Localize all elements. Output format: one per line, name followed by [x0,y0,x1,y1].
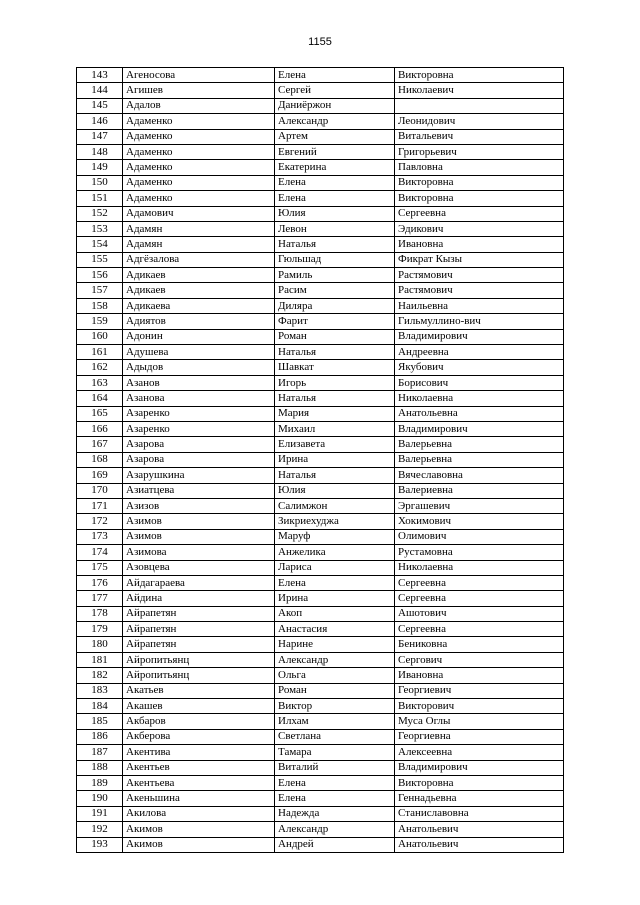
first-name-cell: Роман [275,329,395,344]
table-row [77,745,564,760]
surname-cell: Азарова [123,452,275,467]
surname-cell: Адушева [123,345,275,360]
page-number: 1155 [308,36,332,48]
row-number-cell: 150 [77,175,123,190]
first-name-cell: Мария [275,406,395,421]
table-row [77,144,564,159]
row-number-cell: 152 [77,206,123,221]
surname-cell: Айропитьянц [123,652,275,667]
table-row [77,252,564,267]
patronymic-cell: Андреевна [395,345,564,360]
surname-cell: Азарова [123,437,275,452]
patronymic-cell: Валерьевна [395,452,564,467]
row-number-cell: 162 [77,360,123,375]
surname-cell: Айрапетян [123,606,275,621]
surname-cell: Адикаева [123,298,275,313]
patronymic-cell: Анатольевич [395,822,564,837]
names-table [76,67,564,853]
patronymic-cell: Эдикович [395,221,564,236]
first-name-cell: Евгений [275,144,395,159]
table-row [77,837,564,852]
surname-cell: Адаменко [123,191,275,206]
first-name-cell: Фарит [275,314,395,329]
surname-cell: Акентьев [123,760,275,775]
patronymic-cell: Валерьевна [395,437,564,452]
table-row [77,98,564,113]
row-number-cell: 148 [77,144,123,159]
patronymic-cell: Растямович [395,268,564,283]
patronymic-cell [395,98,564,113]
patronymic-cell: Гильмуллино-вич [395,314,564,329]
names-table-body [77,68,564,853]
surname-cell: Адиятов [123,314,275,329]
patronymic-cell: Сергеевна [395,622,564,637]
first-name-cell: Елена [275,68,395,83]
row-number-cell: 155 [77,252,123,267]
patronymic-cell: Муса Оглы [395,714,564,729]
surname-cell: Айрапетян [123,637,275,652]
table-row [77,683,564,698]
surname-cell: Акимов [123,822,275,837]
table-row [77,775,564,790]
first-name-cell: Ирина [275,591,395,606]
table-row [77,560,564,575]
first-name-cell: Зикриехуджа [275,514,395,529]
first-name-cell: Наталья [275,237,395,252]
surname-cell: Адамович [123,206,275,221]
first-name-cell: Светлана [275,729,395,744]
first-name-cell: Салимжон [275,498,395,513]
row-number-cell: 168 [77,452,123,467]
table-row [77,637,564,652]
table-row [77,160,564,175]
surname-cell: Акилова [123,806,275,821]
row-number-cell: 184 [77,699,123,714]
first-name-cell: Юлия [275,483,395,498]
surname-cell: Акимов [123,837,275,852]
row-number-cell: 189 [77,775,123,790]
patronymic-cell: Фикрат Кызы [395,252,564,267]
surname-cell: Адикаев [123,283,275,298]
first-name-cell: Елена [275,191,395,206]
table-row [77,529,564,544]
table-row [77,652,564,667]
table-row [77,375,564,390]
surname-cell: Агеносова [123,68,275,83]
row-number-cell: 163 [77,375,123,390]
first-name-cell: Артем [275,129,395,144]
row-number-cell: 172 [77,514,123,529]
row-number-cell: 144 [77,83,123,98]
table-row [77,806,564,821]
surname-cell: Акашев [123,699,275,714]
patronymic-cell: Леонидович [395,114,564,129]
row-number-cell: 180 [77,637,123,652]
row-number-cell: 165 [77,406,123,421]
row-number-cell: 177 [77,591,123,606]
surname-cell: Азанова [123,391,275,406]
patronymic-cell: Растямович [395,283,564,298]
surname-cell: Акатьев [123,683,275,698]
table-row [77,791,564,806]
table-row [77,206,564,221]
row-number-cell: 161 [77,345,123,360]
surname-cell: Айропитьянц [123,668,275,683]
table-row [77,191,564,206]
first-name-cell: Акоп [275,606,395,621]
table-row [77,360,564,375]
row-number-cell: 149 [77,160,123,175]
row-number-cell: 158 [77,298,123,313]
patronymic-cell: Сергеевна [395,206,564,221]
row-number-cell: 191 [77,806,123,821]
first-name-cell: Шавкат [275,360,395,375]
table-row [77,83,564,98]
table-row [77,760,564,775]
first-name-cell: Надежда [275,806,395,821]
surname-cell: Азаренко [123,406,275,421]
row-number-cell: 173 [77,529,123,544]
first-name-cell: Виталий [275,760,395,775]
row-number-cell: 143 [77,68,123,83]
patronymic-cell: Валериевна [395,483,564,498]
row-number-cell: 166 [77,421,123,436]
row-number-cell: 171 [77,498,123,513]
row-number-cell: 169 [77,468,123,483]
surname-cell: Азимова [123,545,275,560]
table-row [77,668,564,683]
surname-cell: Айдагараева [123,575,275,590]
first-name-cell: Лариса [275,560,395,575]
patronymic-cell: Бениковна [395,637,564,652]
table-row [77,114,564,129]
patronymic-cell: Павловна [395,160,564,175]
patronymic-cell: Олимович [395,529,564,544]
patronymic-cell: Наильевна [395,298,564,313]
surname-cell: Адонин [123,329,275,344]
surname-cell: Айдина [123,591,275,606]
first-name-cell: Наталья [275,468,395,483]
row-number-cell: 170 [77,483,123,498]
surname-cell: Агишев [123,83,275,98]
table-row [77,329,564,344]
row-number-cell: 179 [77,622,123,637]
surname-cell: Акбаров [123,714,275,729]
table-row [77,498,564,513]
patronymic-cell: Николаевна [395,560,564,575]
row-number-cell: 192 [77,822,123,837]
patronymic-cell: Рустамовна [395,545,564,560]
row-number-cell: 147 [77,129,123,144]
patronymic-cell: Витальевич [395,129,564,144]
first-name-cell: Анжелика [275,545,395,560]
row-number-cell: 160 [77,329,123,344]
row-number-cell: 181 [77,652,123,667]
table-row [77,714,564,729]
surname-cell: Азанов [123,375,275,390]
row-number-cell: 154 [77,237,123,252]
patronymic-cell: Георгиевна [395,729,564,744]
patronymic-cell: Викторовна [395,68,564,83]
patronymic-cell: Вячеславовна [395,468,564,483]
patronymic-cell: Владимирович [395,421,564,436]
row-number-cell: 174 [77,545,123,560]
surname-cell: Адикаев [123,268,275,283]
first-name-cell: Елена [275,175,395,190]
surname-cell: Адалов [123,98,275,113]
first-name-cell: Александр [275,652,395,667]
row-number-cell: 182 [77,668,123,683]
patronymic-cell: Борисович [395,375,564,390]
row-number-cell: 167 [77,437,123,452]
table-row [77,406,564,421]
first-name-cell: Сергей [275,83,395,98]
patronymic-cell: Ивановна [395,237,564,252]
patronymic-cell: Георгиевич [395,683,564,698]
surname-cell: Акберова [123,729,275,744]
surname-cell: Акеньшина [123,791,275,806]
surname-cell: Азарушкина [123,468,275,483]
first-name-cell: Наталья [275,345,395,360]
table-row [77,391,564,406]
patronymic-cell: Ивановна [395,668,564,683]
surname-cell: Адаменко [123,114,275,129]
first-name-cell: Нарине [275,637,395,652]
table-row [77,283,564,298]
patronymic-cell: Сергович [395,652,564,667]
first-name-cell: Анастасия [275,622,395,637]
patronymic-cell: Сергеевна [395,575,564,590]
row-number-cell: 159 [77,314,123,329]
row-number-cell: 186 [77,729,123,744]
patronymic-cell: Сергеевна [395,591,564,606]
first-name-cell: Даниёржон [275,98,395,113]
surname-cell: Азимов [123,529,275,544]
patronymic-cell: Григорьевич [395,144,564,159]
table-row [77,237,564,252]
table-row [77,483,564,498]
row-number-cell: 156 [77,268,123,283]
first-name-cell: Левон [275,221,395,236]
row-number-cell: 185 [77,714,123,729]
table-row [77,314,564,329]
table-row [77,699,564,714]
first-name-cell: Виктор [275,699,395,714]
surname-cell: Адаменко [123,129,275,144]
first-name-cell: Игорь [275,375,395,390]
first-name-cell: Маруф [275,529,395,544]
row-number-cell: 187 [77,745,123,760]
patronymic-cell: Викторовна [395,175,564,190]
patronymic-cell: Хокимович [395,514,564,529]
patronymic-cell: Николаевич [395,83,564,98]
table-row [77,822,564,837]
patronymic-cell: Станиславовна [395,806,564,821]
patronymic-cell: Геннадьевна [395,791,564,806]
table-row [77,221,564,236]
first-name-cell: Ольга [275,668,395,683]
row-number-cell: 153 [77,221,123,236]
table-row [77,606,564,621]
first-name-cell: Тамара [275,745,395,760]
table-row [77,452,564,467]
first-name-cell: Гюльшад [275,252,395,267]
first-name-cell: Елена [275,775,395,790]
first-name-cell: Расим [275,283,395,298]
row-number-cell: 175 [77,560,123,575]
first-name-cell: Андрей [275,837,395,852]
surname-cell: Азимов [123,514,275,529]
surname-cell: Азовцева [123,560,275,575]
surname-cell: Адгёзалова [123,252,275,267]
first-name-cell: Роман [275,683,395,698]
patronymic-cell: Владимирович [395,329,564,344]
surname-cell: Адаменко [123,175,275,190]
surname-cell: Акентьева [123,775,275,790]
surname-cell: Азиатцева [123,483,275,498]
row-number-cell: 190 [77,791,123,806]
surname-cell: Акентива [123,745,275,760]
patronymic-cell: Ашотович [395,606,564,621]
row-number-cell: 183 [77,683,123,698]
patronymic-cell: Анатольевич [395,837,564,852]
table-row [77,129,564,144]
row-number-cell: 176 [77,575,123,590]
patronymic-cell: Эргашевич [395,498,564,513]
first-name-cell: Елена [275,791,395,806]
table-row [77,437,564,452]
patronymic-cell: Владимирович [395,760,564,775]
table-row [77,298,564,313]
patronymic-cell: Анатольевна [395,406,564,421]
table-row [77,729,564,744]
row-number-cell: 164 [77,391,123,406]
row-number-cell: 188 [77,760,123,775]
first-name-cell: Наталья [275,391,395,406]
table-row [77,622,564,637]
first-name-cell: Михаил [275,421,395,436]
surname-cell: Азизов [123,498,275,513]
table-row [77,345,564,360]
surname-cell: Айрапетян [123,622,275,637]
table-row [77,575,564,590]
table-row [77,545,564,560]
table-row [77,268,564,283]
table-row [77,421,564,436]
first-name-cell: Александр [275,822,395,837]
first-name-cell: Елизавета [275,437,395,452]
first-name-cell: Рамиль [275,268,395,283]
first-name-cell: Ирина [275,452,395,467]
surname-cell: Адаменко [123,144,275,159]
table-row [77,591,564,606]
table-row [77,514,564,529]
row-number-cell: 193 [77,837,123,852]
table-row [77,175,564,190]
table-row [77,468,564,483]
row-number-cell: 146 [77,114,123,129]
table-row [77,68,564,83]
patronymic-cell: Викторовна [395,775,564,790]
row-number-cell: 157 [77,283,123,298]
surname-cell: Адыдов [123,360,275,375]
patronymic-cell: Викторович [395,699,564,714]
surname-cell: Азаренко [123,421,275,436]
first-name-cell: Александр [275,114,395,129]
patronymic-cell: Николаевна [395,391,564,406]
patronymic-cell: Алексеевна [395,745,564,760]
surname-cell: Адамян [123,237,275,252]
row-number-cell: 145 [77,98,123,113]
patronymic-cell: Якубович [395,360,564,375]
first-name-cell: Диляра [275,298,395,313]
row-number-cell: 151 [77,191,123,206]
surname-cell: Адаменко [123,160,275,175]
row-number-cell: 178 [77,606,123,621]
first-name-cell: Екатерина [275,160,395,175]
patronymic-cell: Викторовна [395,191,564,206]
first-name-cell: Илхам [275,714,395,729]
first-name-cell: Юлия [275,206,395,221]
surname-cell: Адамян [123,221,275,236]
first-name-cell: Елена [275,575,395,590]
